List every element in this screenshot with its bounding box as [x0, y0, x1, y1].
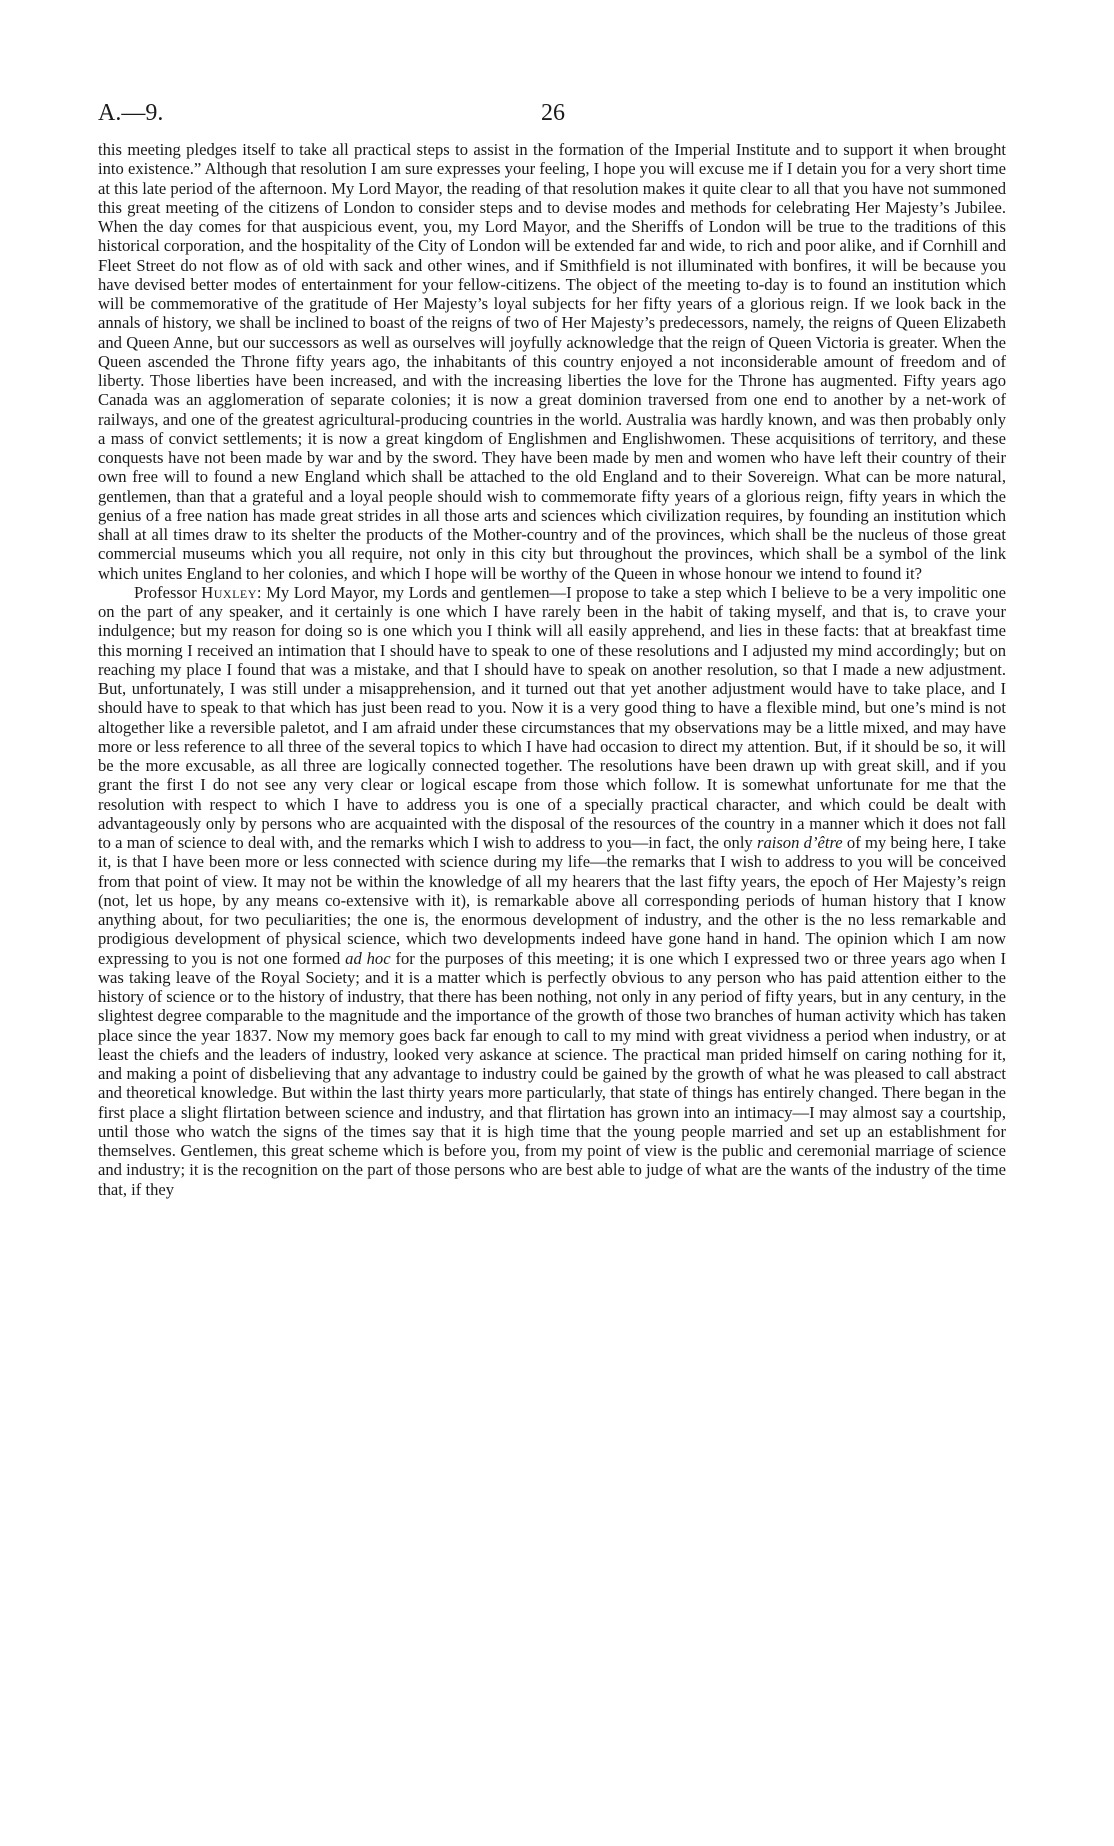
- speaker-title: Professor: [134, 582, 202, 602]
- italic-phrase-raison-detre: raison d’être: [756, 833, 843, 852]
- page-header: [98, 100, 1008, 130]
- page-body: [98, 140, 1006, 1199]
- paragraph-continuation: this meeting pledges itself to take all practical steps to assist in the formation of the Imperial Institute and to support it when brought into existence.” Although that resolution I am sure expresses your feeling, I hope you will excuse me if I detain you for a very short time at this late period of the afternoon. My Lord Mayor, the reading of that resolution makes it quite clear to all that you have not summoned this great meeting of the citizens of London to consider steps and to devise modes and methods for celebrating Her Majesty’s Jubilee. When the day comes for that auspicious event, you, my Lord Mayor, and the Sheriffs of London will be true to the traditions of this historical corporation, and the hospitality of the City of London will be extended far and wide, to rich and poor alike, and if Cornhill and Fleet Street do not flow as of old with sack and other wines, and if Smithfield is not illuminated with bonfires, it will be because you have devised better modes of entertainment for your fellow-citizens. The object of the meeting to-day is to found an institution which will be commemorative of the gratitude of Her Majesty’s loyal subjects for her fifty years of a glorious reign. If we look back in the annals of history, we shall be inclined to boast of the reigns of two of Her Majesty’s predecessors, namely, the reigns of Queen Elizabeth and Queen Anne, but our successors as well as ourselves will joyfully acknowledge that the reign of Queen Victoria is greater. When the Queen ascended the Throne fifty years ago, the inhabitants of this country enjoyed a not inconsiderable amount of freedom and of liberty. Those liberties have been increased, and with the increasing liberties the love for the Throne has augmented. Fifty years ago Canada was an agglomeration of separate colonies; it is now a great dominion traversed from one end to another by a net-work of railways, and one of the greatest agricultural-producing countries in the world. Australia was hardly known, and was then probably only a mass of convict settlements; it is now a great kingdom of Englishmen and Englishwomen. These acquisitions of territory, and these conquests have not been made by war and by the sword. They have been made by men and women who have left their country of their own free will to found a new England which shall be attached to the old England and to their Sovereign. What can be more natural, gentlemen, than that a grateful and a loyal people should wish to commemorate fifty years of a glorious reign, fifty years in which the genius of a free nation has made great strides in all those arts and sciences which civilization requires, by founding an institution which shall at all times draw to its shelter the products of the Mother-country and of the provinces, which shall be the nucleus of those great commercial museums which you all require, not only in this city but throughout the provinces, which shall be a symbol of the link which unites England to her colonies, and which I hope will be worthy of the Queen in whose honour we intend to found it?: [98, 140, 1006, 583]
- italic-phrase-ad-hoc: ad hoc: [345, 948, 391, 968]
- speech-text-3: for the purposes of this meeting; it is one which I expressed two or three years ago when I was taking leave of the Royal Society; and it is a matter which is perfectly obvious to any person who has paid attention either to the history of science or to the history of industry, that there has been nothing, not only in any period of fifty years, but in any century, in the slightest degree comparable to the magnitude and the importance of the growth of those two branches of human activity which has taken place since the year 1837. Now my memory goes back far enough to call to my mind with great vividness a period when industry, or at least the chiefs and the leaders of industry, looked very askance at science. The practical man prided himself on caring nothing for it, and making a point of disbelieving that any advantage to industry could be gained by the growth of what he was pleased to call abstract and theoretical knowledge. But within the last thirty years more particularly, that state of things has entirely changed. There began in the first place a slight flirtation between science and industry, and that flirtation has grown into an intimacy—I may almost say a courtship, until those who watch the signs of the times say that it is high time that the young people married and set up an establishment for themselves. Gentlemen, this great scheme which is before you, from my point of view is the public and ceremonial marriage of science and industry; it is the recognition on the part of those persons who are best able to judge of what are the wants of the industry of the time that, if they: [98, 948, 1006, 1199]
- document-reference: A.—9.: [98, 100, 164, 126]
- speaker-name: Huxley: [201, 582, 257, 602]
- speech-text-2: of my being here, I take it, is that I have been more or less connected with science during my life—the remarks that I wish to address to you will be conceived from that point of view. It may not be within the knowledge of all my hearers that the last fifty years, the epoch of Her Majesty’s reign (not, let us hope, by any means co-extensive with it), is remarkable above all corresponding periods of human history that I know anything about, for two peculiarities; the one is, the enormous development of industry, and the other is the no less remarkable and prodigious development of physical science, which two developments indeed have gone hand in hand. The opinion which I am now expressing to you is not one formed: [98, 833, 1006, 968]
- speech-text-1: : My Lord Mayor, my Lords and gentlemen—I propose to take a step which I believe to be a very impolitic one on the part of any speaker, and it certainly is one which I have rarely been in the habit of taking myself, and that is, to crave your indulgence; but my reason for doing so is one which you I think will all easily apprehend, and lies in these facts: that at breakfast time this morning I received an intimation that I should have to speak to one of these resolutions and I adjusted my mind accordingly; but on reaching my place I found that was a mistake, and that I should have to speak on another resolution, so that I made a new adjustment. But, unfortunately, I was still under a misapprehension, and it turned out that yet another adjustment would have to take place, and I should have to speak to that which has just been read to you. Now it is a very good thing to have a flexible mind, but one’s mind is not altogether like a reversible paletot, and I am afraid under these circumstances that my observations may be a little mixed, and may have more or less reference to all three of the several topics to which I have had occasion to direct my attention. But, if it should be so, it will be the more excusable, as all three are logically connected together. The resolutions have been drawn up with great skill, and if you grant the first I do not see any very clear or logical escape from those which follow. It is somewhat unfortunate for me that the resolution with respect to which I have to address you is one of a specially practical character, and which could be dealt with advantageously only by persons who are acquainted with the disposal of the resources of the country in a manner which it does not fall to a man of science to deal with, and the remarks which I wish to address to you—in fact, the only: [98, 582, 1006, 852]
- paragraph-huxley-speech: [98, 583, 1006, 1199]
- page-number: 26: [541, 100, 565, 126]
